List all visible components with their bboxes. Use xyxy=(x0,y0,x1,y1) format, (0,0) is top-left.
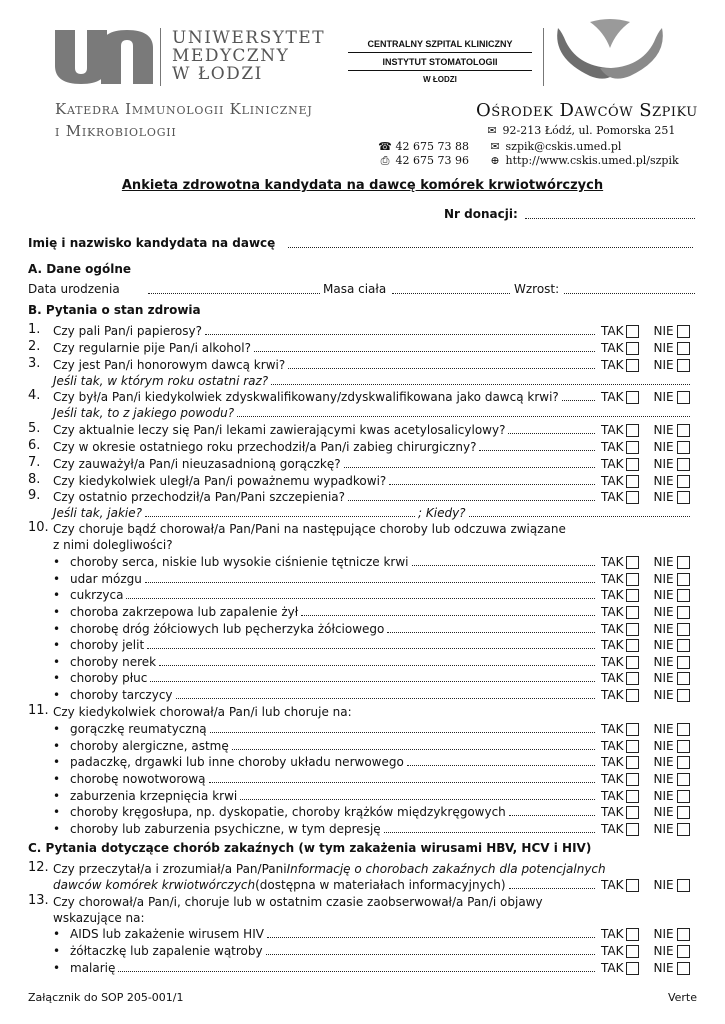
q11-item-no-checkbox[interactable]: NIE xyxy=(653,771,689,787)
q10-item-yes-checkbox[interactable]: TAK xyxy=(601,554,639,570)
um-logo xyxy=(55,30,153,84)
q11-item: • gorączkę reumatyczną TAK NIE xyxy=(28,721,693,737)
q10-item-yes-checkbox[interactable]: TAK xyxy=(601,637,639,653)
question-10-cont: z nimi dolegliwości? xyxy=(53,538,173,552)
fax-icon: ⎙ xyxy=(380,154,390,167)
q10-item-yes-checkbox[interactable]: TAK xyxy=(601,670,639,686)
form-title: Ankieta zdrowotna kandydata na dawcę komórek krwiotwórczych xyxy=(121,178,604,193)
email-line: ✉ szpik@cskis.umed.pl xyxy=(488,140,621,153)
section-c-heading: C. Pytania dotyczące chorób zakaźnych (w tym zakażenia wirusami HBV, HCV i HIV) xyxy=(28,841,592,855)
q13-item: • AIDS lub zakażenie wirusem HIV TAK NIE xyxy=(28,926,693,942)
q9-which-field[interactable] xyxy=(145,506,415,517)
question-7: 7. Czy zauważył/a Pan/i nieuzasadnioną gorączkę? TAK NIE xyxy=(28,456,693,472)
globe-icon: ⊕ xyxy=(490,154,500,167)
q6-no-checkbox[interactable]: NIE xyxy=(653,439,689,455)
q11-item-yes-checkbox[interactable]: TAK xyxy=(601,771,639,787)
q11-item-no-checkbox[interactable]: NIE xyxy=(653,721,689,737)
q7-yes-checkbox[interactable]: TAK xyxy=(601,456,639,472)
q5-no-checkbox[interactable]: NIE xyxy=(653,422,689,438)
donation-number-row: Nr donacji: xyxy=(28,206,693,222)
department-name: Katedra Immunologii Klinicznej i Mikrobiologii xyxy=(55,100,313,140)
q4-no-checkbox[interactable]: NIE xyxy=(653,389,689,405)
question-10: 10. Czy choruje bądź chorował/a Pan/Pani na następujące choroby lub odczuwa związane xyxy=(28,520,566,536)
fax-line: ⎙ 42 675 73 96 xyxy=(378,154,469,168)
q10-item-no-checkbox[interactable]: NIE xyxy=(653,670,689,686)
q13-item-yes-checkbox[interactable]: TAK xyxy=(601,960,639,976)
q3-year-field[interactable] xyxy=(271,374,690,385)
q13-item-no-checkbox[interactable]: NIE xyxy=(653,926,689,942)
general-data-row: Data urodzenia Masa ciała Wzrost: xyxy=(28,281,693,297)
address-line: ✉ 92-213 Łódź, ul. Pomorska 251 xyxy=(485,124,675,137)
question-1: 1. Czy pali Pan/i papierosy? TAK NIE xyxy=(28,323,693,339)
q11-item: • padaczkę, drgawki lub inne choroby układu nerwowego TAK NIE xyxy=(28,754,693,770)
q10-item-no-checkbox[interactable]: NIE xyxy=(653,571,689,587)
q10-item-yes-checkbox[interactable]: TAK xyxy=(601,604,639,620)
q10-item-no-checkbox[interactable]: NIE xyxy=(653,637,689,653)
question-5: 5. Czy aktualnie leczy się Pan/i lekami zawierającymi kwas acetylosalicylowy? TAK NIE xyxy=(28,422,693,438)
q10-item: • choroby nerek TAK NIE xyxy=(28,654,693,670)
q9-when-field[interactable] xyxy=(469,506,690,517)
question-13: 13. Czy chorował/a Pan/i, choruje lub w ostatnim czasie zaobserwował/a Pan/i objawy xyxy=(28,893,543,909)
phone-line: ☎ 42 675 73 88 xyxy=(378,140,469,153)
q11-item: • choroby lub zaburzenia psychiczne, w tym depresję TAK NIE xyxy=(28,821,693,837)
q10-item-no-checkbox[interactable]: NIE xyxy=(653,654,689,670)
question-4: 4. Czy był/a Pan/i kiedykolwiek zdyskwalifikowany/zdyskwalifikowana jako dawcą krwi? TAK NIE xyxy=(28,389,693,405)
q11-item-yes-checkbox[interactable]: TAK xyxy=(601,788,639,804)
question-8: 8. Czy kiedykolwiek uległ/a Pan/i poważnemu wypadkowi? TAK NIE xyxy=(28,473,693,489)
email-icon: ✉ xyxy=(490,140,500,153)
q10-item-no-checkbox[interactable]: NIE xyxy=(653,621,689,637)
q13-item-no-checkbox[interactable]: NIE xyxy=(653,943,689,959)
center-name: Ośrodek Dawców Szpiku xyxy=(476,100,698,121)
q10-item-yes-checkbox[interactable]: TAK xyxy=(601,621,639,637)
q10-item: • cukrzyca TAK NIE xyxy=(28,587,693,603)
q10-item-no-checkbox[interactable]: NIE xyxy=(653,554,689,570)
q10-item: • chorobę dróg żółciowych lub pęcherzyka żółciowego TAK NIE xyxy=(28,621,693,637)
q11-item: • choroby kręgosłupa, np. dyskopatie, choroby krążków międzykręgowych TAK NIE xyxy=(28,804,693,820)
q10-item-no-checkbox[interactable]: NIE xyxy=(653,587,689,603)
q13-item-yes-checkbox[interactable]: TAK xyxy=(601,926,639,942)
q11-item-no-checkbox[interactable]: NIE xyxy=(653,804,689,820)
q9-no-checkbox[interactable]: NIE xyxy=(653,489,689,505)
header-divider xyxy=(160,28,161,86)
question-13-cont: wskazujące na: xyxy=(53,911,145,925)
donation-number-field[interactable] xyxy=(525,208,695,219)
question-6: 6. Czy w okresie ostatniego roku przechodził/a Pan/i zabieg chirurgiczny? TAK NIE xyxy=(28,439,693,455)
section-b-heading: B. Pytania o stan zdrowia xyxy=(28,303,201,317)
footer-verte: Verte xyxy=(667,991,697,1004)
name-field[interactable] xyxy=(288,237,693,248)
q10-item: • choroby tarczycy TAK NIE xyxy=(28,687,693,703)
question-4-followup: Jeśli tak, to z jakiego powodu? xyxy=(28,405,693,421)
q11-item-yes-checkbox[interactable]: TAK xyxy=(601,721,639,737)
q8-yes-checkbox[interactable]: TAK xyxy=(601,473,639,489)
q9-yes-checkbox[interactable]: TAK xyxy=(601,489,639,505)
q11-item-no-checkbox[interactable]: NIE xyxy=(653,754,689,770)
q10-item: • choroby jelit TAK NIE xyxy=(28,637,693,653)
q11-item-yes-checkbox[interactable]: TAK xyxy=(601,821,639,837)
question-2: 2. Czy regularnie pije Pan/i alkohol? TAK NIE xyxy=(28,340,693,356)
q10-item: • choroby serca, niskie lub wysokie ciśnienie tętnicze krwi TAK NIE xyxy=(28,554,693,570)
q3-no-checkbox[interactable]: NIE xyxy=(653,357,689,373)
q13-item: • żółtaczkę lub zapalenie wątroby TAK NIE xyxy=(28,943,693,959)
q4-reason-field[interactable] xyxy=(237,406,690,417)
question-11: 11. Czy kiedykolwiek chorował/a Pan/i lub choruje na: xyxy=(28,703,352,719)
q4-yes-checkbox[interactable]: TAK xyxy=(601,389,639,405)
q10-item-no-checkbox[interactable]: NIE xyxy=(653,687,689,703)
question-3: 3. Czy jest Pan/i honorowym dawcą krwi? TAK NIE xyxy=(28,357,693,373)
question-12-cont: dawców komórek krwiotwórczych (dostępna w materiałach informacyjnych) TAK NIE xyxy=(28,877,693,893)
phone-icon: ☎ xyxy=(378,140,392,153)
q11-item-yes-checkbox[interactable]: TAK xyxy=(601,738,639,754)
q13-item-no-checkbox[interactable]: NIE xyxy=(653,960,689,976)
q12-no-checkbox[interactable]: NIE xyxy=(653,877,689,893)
q10-item: • udar mózgu TAK NIE xyxy=(28,571,693,587)
body-mass-field[interactable] xyxy=(392,283,510,294)
q2-no-checkbox[interactable]: NIE xyxy=(653,340,689,356)
question-9: 9. Czy ostatnio przechodził/a Pan/Pani szczepienia? TAK NIE xyxy=(28,489,693,505)
q10-item-no-checkbox[interactable]: NIE xyxy=(653,604,689,620)
question-9-followup: Jeśli tak, jakie? ; Kiedy? xyxy=(28,505,693,521)
height-field[interactable] xyxy=(564,283,695,294)
question-12: 12. Czy przeczytał/a i zrozumiał/a Pan/Pani Informację o chorobach zakaźnych dla potencjalnych xyxy=(28,860,606,876)
q11-item: • chorobę nowotworową TAK NIE xyxy=(28,771,693,787)
q7-no-checkbox[interactable]: NIE xyxy=(653,456,689,472)
birth-date-field[interactable] xyxy=(148,283,320,294)
section-a-heading: A. Dane ogólne xyxy=(28,262,132,276)
q12-yes-checkbox[interactable]: TAK xyxy=(601,877,639,893)
q10-item: • choroba zakrzepowa lub zapalenie żył TAK NIE xyxy=(28,604,693,620)
q11-item-no-checkbox[interactable]: NIE xyxy=(653,738,689,754)
q5-yes-checkbox[interactable]: TAK xyxy=(601,422,639,438)
www-line: ⊕ http://www.cskis.umed.pl/szpik xyxy=(488,154,679,167)
q10-item-yes-checkbox[interactable]: TAK xyxy=(601,654,639,670)
university-name: UNIWERSYTET MEDYCZNY W ŁODZI xyxy=(172,28,326,84)
q3-yes-checkbox[interactable]: TAK xyxy=(601,357,639,373)
q11-item: • zaburzenia krzepnięcia krwi TAK NIE xyxy=(28,788,693,804)
q1-no-checkbox[interactable]: NIE xyxy=(653,323,689,339)
q13-item-yes-checkbox[interactable]: TAK xyxy=(601,943,639,959)
q10-item-yes-checkbox[interactable]: TAK xyxy=(601,571,639,587)
q10-item: • choroby płuc TAK NIE xyxy=(28,670,693,686)
q11-item-no-checkbox[interactable]: NIE xyxy=(653,788,689,804)
hospital-name: CENTRALNY SZPITAL KLINICZNY INSTYTUT STOMATOLOGII W ŁODZI xyxy=(348,38,532,86)
q10-item-yes-checkbox[interactable]: TAK xyxy=(601,587,639,603)
q13-item: • malarię TAK NIE xyxy=(28,960,693,976)
name-row: Imię i nazwisko kandydata na dawcę xyxy=(28,235,693,251)
ribbon-logo xyxy=(550,18,670,90)
q11-item-yes-checkbox[interactable]: TAK xyxy=(601,754,639,770)
header-divider-2 xyxy=(543,28,544,86)
q11-item-no-checkbox[interactable]: NIE xyxy=(653,821,689,837)
q11-item-yes-checkbox[interactable]: TAK xyxy=(601,804,639,820)
envelope-icon: ✉ xyxy=(487,124,497,137)
q2-yes-checkbox[interactable]: TAK xyxy=(601,340,639,356)
footer-attachment-note: Załącznik do SOP 205-001/1 xyxy=(28,991,184,1004)
q1-yes-checkbox[interactable]: TAK xyxy=(601,323,639,339)
q6-yes-checkbox[interactable]: TAK xyxy=(601,439,639,455)
question-3-followup: Jeśli tak, w którym roku ostatni raz? xyxy=(28,373,693,389)
q8-no-checkbox[interactable]: NIE xyxy=(653,473,689,489)
q11-item: • choroby alergiczne, astmę TAK NIE xyxy=(28,738,693,754)
q10-item-yes-checkbox[interactable]: TAK xyxy=(601,687,639,703)
